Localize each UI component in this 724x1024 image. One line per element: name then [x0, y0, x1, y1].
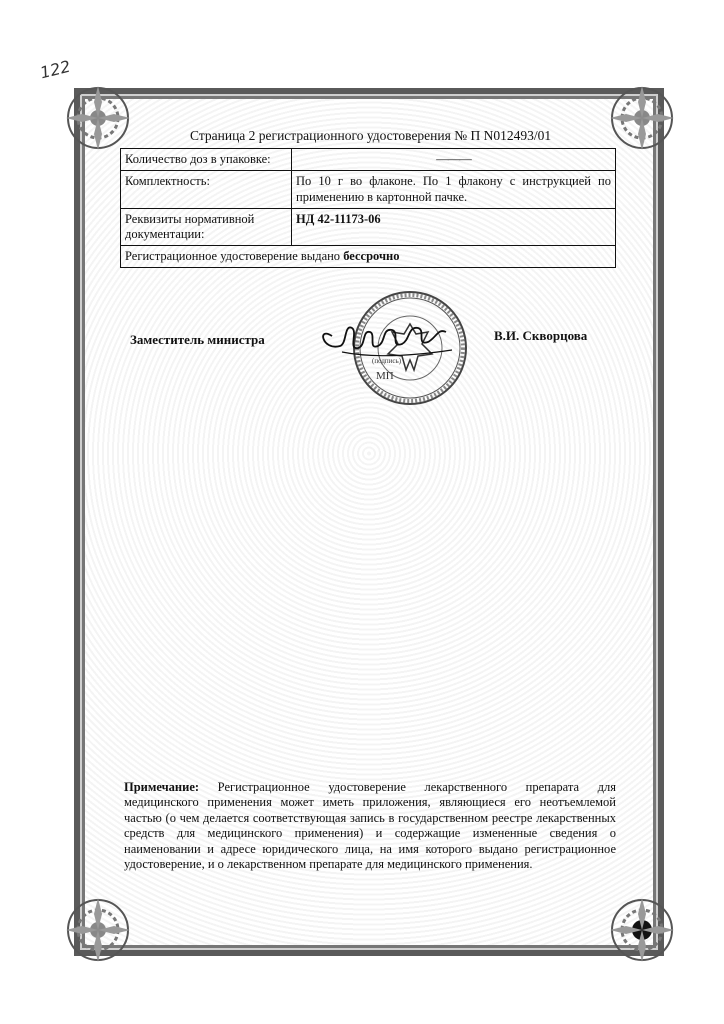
note-label: Примечание:: [124, 780, 200, 794]
table-row: [121, 149, 616, 171]
validity-value: бессрочно: [343, 249, 400, 264]
page-header: Страница 2 регистрационного удостоверения № П N012493/01: [190, 128, 552, 143]
handwritten-page-number: 122: [38, 56, 73, 83]
stamp-mark: МП: [376, 370, 394, 382]
table-row: [121, 246, 616, 268]
row-value: НД 42-11173-06: [292, 209, 616, 246]
signature-caption: (подпись): [372, 357, 402, 365]
note-paragraph: [124, 780, 616, 872]
validity-row: [121, 246, 616, 268]
registration-table: [120, 148, 616, 268]
note-text: Регистрационное удостоверение лекарственного препарата для медицинского применения может иметь приложения, являющиеся его неотъемлемой частью (о чем делается соответствующая запись в государственном реестре лекарственных средств для медицинского применения) и содержащие измененные сведения о наименовании и адресе юридического лица, на имя которого выдано регистрационное удостоверение, и о лекарственном препарате для медицинского применения.: [124, 780, 616, 872]
table-row: [121, 171, 616, 209]
table-row: [121, 209, 616, 246]
signatory-title: Заместитель министра: [130, 332, 265, 347]
dash-value: ———: [436, 152, 471, 166]
corner-ornament-icon: [62, 894, 134, 966]
signatory-name: В.И. Скворцова: [494, 328, 588, 343]
row-value: По 10 г во флаконе. По 1 флакону с инструкцией по применению в картонной пачке.: [292, 171, 616, 209]
row-label: Комплектность:: [121, 171, 292, 209]
row-label: Реквизиты нормативной документации:: [121, 209, 292, 246]
corner-ornament-icon: [606, 894, 678, 966]
corner-ornament-icon: [62, 82, 134, 154]
row-value: [292, 149, 616, 171]
validity-prefix: Регистрационное удостоверение выдано: [125, 249, 344, 264]
row-label: Количество доз в упаковке:: [121, 149, 292, 171]
